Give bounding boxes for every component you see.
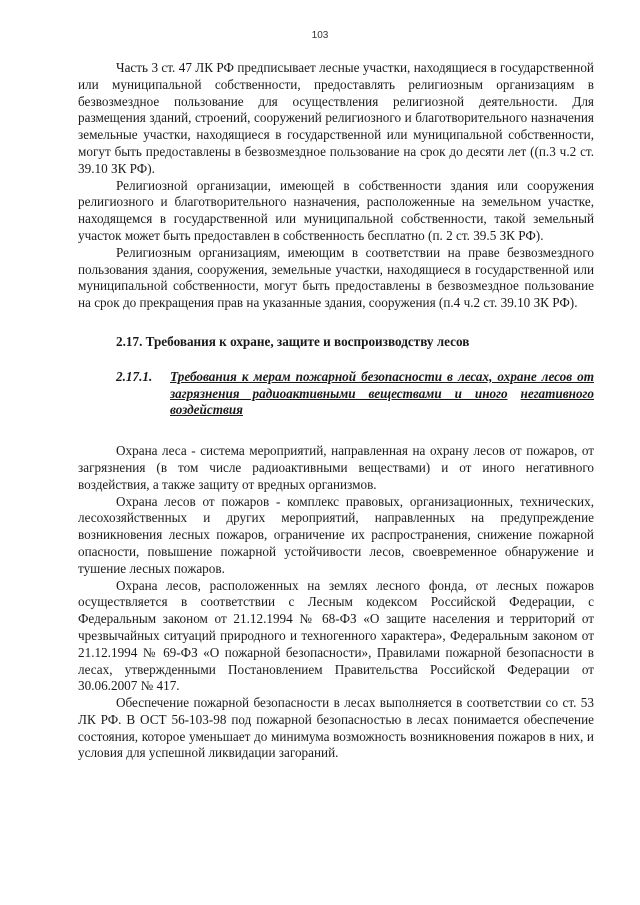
paragraph: Охрана лесов от пожаров - комплекс правовых, организационных, технических, лесохозяйственных и других мероприятий, направленных на предупреждение возникновения лесных пожаров, ограничение их распространения, снижение пожарной опасности, повышение пожарной устойчивости лесов, своевременное обнаружение и тушение лесных пожаров. [78,493,594,576]
subsection-number: 2.17.1. [116,368,153,384]
paragraph: Религиозной организации, имеющей в собственности здания или сооружения религиозного и благотворительного назначения, расположенные на земельном участке, находящемся в государственной или муниципальной собственности, такой земельный участок может быть предоставлен в собственность бесплатно (п. 2 ст. 39.5 ЗК РФ). [78,177,594,243]
page-number: 103 [311,30,329,41]
subsection-heading [78,369,594,419]
paragraph: Охрана лесов, расположенных на землях лесного фонда, от лесных пожаров осуществляется в соответствии с Лесным кодексом Российской Федерации, с Федеральным законом от 21.12.1994 № 68-ФЗ «О защите населения и территорий от чрезвычайных ситуаций природного и техногенного характера», Федеральным законом от 21.12.1994 № 69-ФЗ «О пожарной безопасности», Правилами пожарной безопасности в лесах, утвержденными Постановлением Правительства Российской Федерации от 30.06.2007 № 417. [78,577,594,694]
paragraph: Религиозным организациям, имеющим в соответствии на праве безвозмездного пользования здания, сооружения, земельные участки, находящиеся в государственной или муниципальной собственности, могут быть предоставлены в безвозмездное пользование на срок до прекращения прав на указанные здания, сооружения (п.4 ч.2 ст. 39.10 ЗК РФ). [78,244,594,311]
subsection-title-line2: негативного воздействия [170,385,595,418]
section-heading: 2.17. Требования к охране, защите и воспроизводству лесов [116,333,470,349]
paragraph: Обеспечение пожарной безопасности в лесах выполняется в соответствии со ст. 53 ЛК РФ. В ОСТ 56-103-98 под пожарной безопасностью в лесах понимается обеспечение состояния, которое уменьшает до минимума возможность возникновения пожаров в них, и условия для успешной ликвидации загораний. [78,695,594,761]
paragraph: Охрана леса - система мероприятий, направленная на охрану лесов от пожаров, от загрязнения (в том числе радиоактивными веществами) и от иного негативного воздействия, а также защиту от вредных организмов. [78,443,594,492]
subsection-title [170,369,594,419]
paragraph: Часть 3 ст. 47 ЛК РФ предписывает лесные участки, находящиеся в государственной или муниципальной собственности, предоставлять религиозным организациям в безвозмездное пользование для осуществления религиозной деятельности. Для размещения зданий, строений, сооружений религиозного и благотворительного назначения земельные участки, находящиеся в государственной или муниципальной собственности, могут быть предоставлены в безвозмездное пользование на срок до десяти лет ((п.3 ч.2 ст. 39.10 ЗК РФ). [78,60,594,176]
page-content [78,60,594,762]
subsection-title-line1: Требования к мерам пожарной безопасности в лесах, охране лесов от загрязнения радиоактивными веществами и иного [170,368,594,401]
